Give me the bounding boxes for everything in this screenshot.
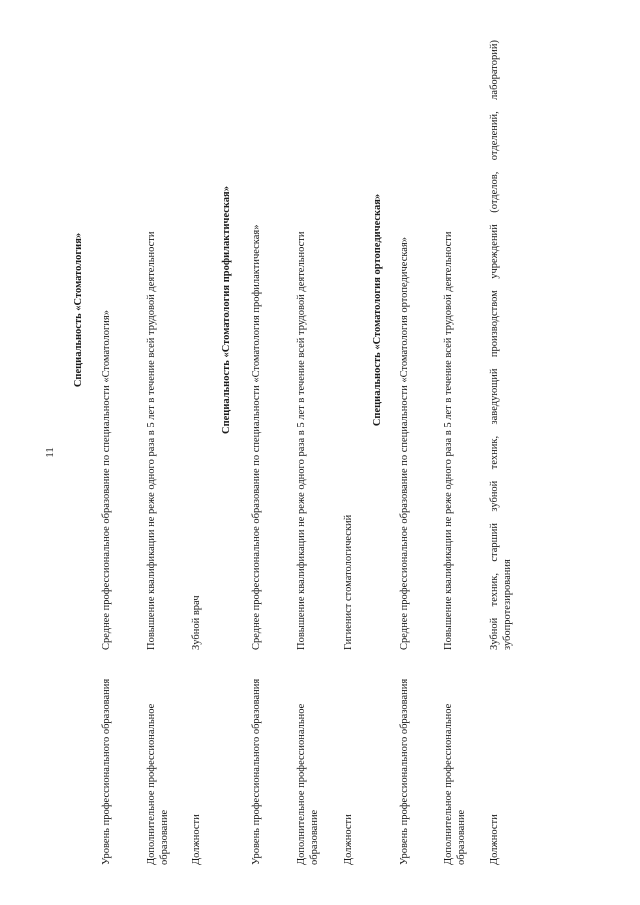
section-heading-preventive: Специальность «Стоматология профилактическая» <box>221 186 232 434</box>
value-positions-2: Гигиенист стоматологический <box>343 514 354 650</box>
label-education-level-2: Уровень профессионального образования <box>251 678 262 865</box>
label-positions-1: Должности <box>191 814 202 865</box>
label-education-level-1: Уровень профессионального образования <box>101 678 112 865</box>
value-positions-3: Зубной техник, старший зубной техник, заведующий производством учреждений (отделов, отделений, лабораторий) зубопротезирования <box>489 40 513 650</box>
value-education-level-3: Среднее профессиональное образование по специальности «Стоматология ортопедическая» <box>399 236 410 650</box>
value-education-level-2: Среднее профессиональное образование по специальности «Стоматология профилактическая» <box>251 224 262 650</box>
value-additional-education-1: Повышение квалификации не реже одного раза в 5 лет в течение всей трудовой деятельности <box>146 231 157 650</box>
value-additional-education-3: Повышение квалификации не реже одного раза в 5 лет в течение всей трудовой деятельности <box>443 231 454 650</box>
section-heading-stomatology: Специальность «Стоматология» <box>73 232 84 388</box>
page-number: 11 <box>44 447 56 458</box>
label-positions-3: Должности <box>489 814 500 865</box>
label-additional-education-3: Дополнительное профессиональное образование <box>443 703 467 865</box>
value-education-level-1: Среднее профессиональное образование по специальности «Стоматология» <box>101 310 112 650</box>
value-additional-education-2: Повышение квалификации не реже одного раза в 5 лет в течение всей трудовой деятельности <box>296 231 307 650</box>
label-additional-education-2: Дополнительное профессиональное образование <box>296 703 320 865</box>
section-heading-orthopedic: Специальность «Стоматология ортопедическая» <box>372 193 383 427</box>
label-positions-2: Должности <box>343 814 354 865</box>
label-additional-education-1: Дополнительное профессиональное образование <box>146 703 170 865</box>
label-education-level-3: Уровень профессионального образования <box>399 678 410 865</box>
value-positions-1: Зубной врач <box>191 595 202 650</box>
